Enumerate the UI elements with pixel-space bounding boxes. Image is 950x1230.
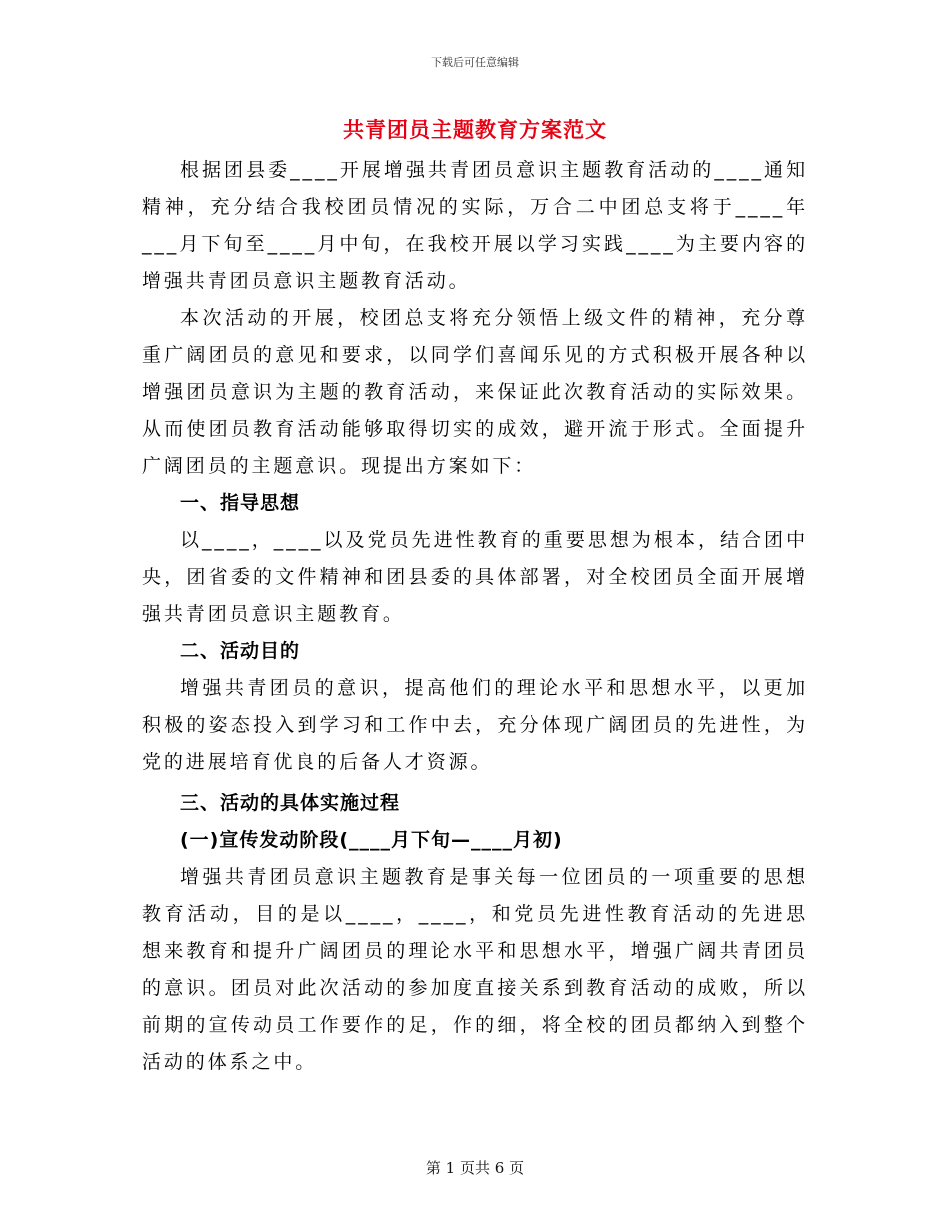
- download-note: 下载后可任意编辑: [431, 56, 519, 69]
- page-number: 第 1 页共 6 页: [425, 1159, 525, 1177]
- paragraph-guiding-thought: 以____，____以及党员先进性教育的重要思想为根本，结合团中央，团省委的文件精神和团县委的具体部署，对全校团员全面开展增强共青团员意识主题教育。: [142, 529, 808, 625]
- heading-guiding-thought: 一、指导思想: [180, 492, 301, 514]
- paragraph-intro: 根据团县委____开展增强共青团员意识主题教育活动的____通知精神，充分结合我校团员情况的实际，万合二中团总支将于____年___月下旬至____月中旬，在我校开展以学习实践____为主要内容的增强共青团员意识主题教育活动。: [142, 159, 808, 292]
- paragraph-publicity-stage: 增强共青团员意识主题教育是事关每一位团员的一项重要的思想教育活动，目的是以____，____，和党员先进性教育活动的先进思想来教育和提升广阔团员的理论水平和思想水平，增强广阔共青团员的意识。团员对此次活动的参加度直接关系到教育活动的成败，所以前期的宣传动员工作要作的足，作的细，将全校的团员都纳入到整个活动的体系之中。: [142, 866, 808, 1073]
- heading-implementation: 三、活动的具体实施过程: [180, 792, 401, 814]
- document-body: [142, 152, 808, 1081]
- subheading-publicity-stage: (一)宣传发动阶段(____月下旬—____月初): [180, 829, 563, 851]
- paragraph-activity: 本次活动的开展，校团总支将充分领悟上级文件的精神，充分尊重广阔团员的意见和要求，以同学们喜闻乐见的方式积极开展各种以增强团员意识为主题的教育活动，来保证此次教育活动的实际效果。从而使团员教育活动能够取得切实的成效，避开流于形式。全面提升广阔团员的主题意识。现提出方案如下：: [142, 307, 808, 477]
- paragraph-activity-purpose: 增强共青团员的意识，提高他们的理论水平和思想水平，以更加积极的姿态投入到学习和工作中去，充分体现广阔团员的先进性，为党的进展培育优良的后备人才资源。: [142, 677, 808, 773]
- heading-activity-purpose: 二、活动目的: [180, 640, 301, 662]
- document-title: 共青团员主题教育方案范文: [343, 118, 607, 142]
